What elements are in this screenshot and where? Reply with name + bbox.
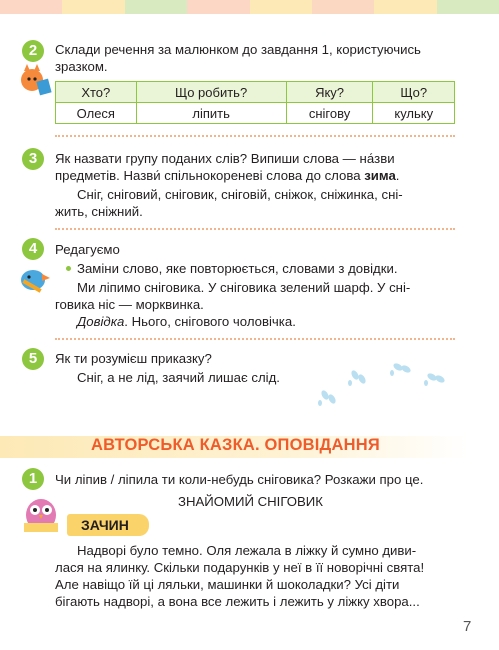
table-cell: Олеся — [56, 103, 137, 124]
top-color-bar — [0, 0, 499, 14]
table-header-cell: Що робить? — [136, 82, 286, 103]
table-row — [56, 103, 455, 124]
story-title: ЗНАЙОМИЙ СНІГОВИК — [178, 494, 323, 509]
keyword-zyma: зима — [364, 168, 396, 183]
story-line1: Надворі було темно. Оля лежала в ліжку й сумно диви- — [77, 543, 417, 558]
task-3-words2: жить, сніжний. — [55, 204, 143, 219]
hint-label: Довідка — [77, 314, 125, 329]
table-header-cell: Хто? — [56, 82, 137, 103]
task-2-line2: зразком. — [55, 59, 108, 74]
owl-reading-icon — [18, 490, 64, 536]
top-bar-segment — [62, 0, 124, 14]
task-1-number: 1 — [22, 468, 44, 490]
table-header-cell: Що? — [373, 82, 455, 103]
task-4-number: 4 — [22, 238, 44, 260]
task-3-number: 3 — [22, 148, 44, 170]
bullet-dot — [66, 266, 71, 271]
task-2-number: 2 — [22, 40, 44, 62]
beginning-tag: ЗАЧИН — [67, 514, 149, 536]
task-4-hint — [77, 313, 296, 330]
top-bar-segment — [125, 0, 187, 14]
task-1-question: Чи ліпив / ліпила ти коли-небудь сніговика? Розкажи про це. — [55, 472, 424, 487]
task-3-line2-text: предметів. Назви́ спільнокореневі слова до слова — [55, 168, 365, 183]
top-bar-segment — [312, 0, 374, 14]
page-number: 7 — [463, 618, 472, 635]
task-4-bullet-line — [66, 260, 398, 277]
task-5-number: 5 — [22, 348, 44, 370]
divider — [55, 135, 455, 137]
task-4-title: Редагуємо — [55, 242, 120, 257]
story-line2: лася на ялинку. Скільки подарунків у неї в її новорічні свята! — [55, 560, 425, 575]
table-header-cell: Яку? — [286, 82, 373, 103]
task-3-line2 — [55, 167, 399, 184]
top-bar-segment — [187, 0, 249, 14]
top-bar-segment — [0, 0, 62, 14]
top-bar-segment — [250, 0, 312, 14]
task-3-line1: Як назвати групу поданих слів? Випиши слова — на́зви — [55, 151, 395, 166]
story-line4: бігають надворі, а вона все лежить і лежить у ліжку хвора... — [55, 594, 420, 609]
example-table — [55, 81, 455, 124]
task-3-line2-end: . — [395, 168, 400, 183]
section-heading: АВТОРСЬКА КАЗКА. ОПОВІДАННЯ — [91, 436, 380, 454]
divider — [55, 338, 455, 340]
task-2-line1: Склади речення за малюнком до завдання 1, користуючись — [55, 42, 421, 57]
task-4-bullet-text: Заміни слово, яке повторюється, словами з довідки. — [77, 261, 398, 276]
table-header-row — [56, 82, 455, 103]
task-4-text1: Ми ліпимо сніговика. У сніговика зелений шарф. У сні- — [77, 280, 411, 295]
table-cell: снігову — [286, 103, 373, 124]
bird-with-pencil-icon — [16, 262, 52, 296]
top-bar-segment — [437, 0, 499, 14]
task-4-text2: говика ніс — морквинка. — [55, 297, 204, 312]
top-bar-segment — [374, 0, 436, 14]
table-cell: кульку — [373, 103, 455, 124]
task-5-question: Як ти розумієш приказку? — [55, 351, 212, 366]
fox-with-book-icon — [16, 62, 52, 98]
task-3-words1: Сніг, сніговий, сніговик, сніговій, сніжок, сніжинка, сні- — [77, 187, 403, 202]
table-cell: ліпить — [136, 103, 286, 124]
story-line3: Але навіщо їй ці ляльки, машинки й шоколадки? Усі діти — [55, 577, 400, 592]
hare-tracks-icon — [310, 355, 460, 410]
hint-text: . Нього, снігового чоловічка. — [124, 314, 296, 329]
divider — [55, 228, 455, 230]
task-5-proverb: Сніг, а не лід, заячий лишає слід. — [77, 370, 280, 385]
